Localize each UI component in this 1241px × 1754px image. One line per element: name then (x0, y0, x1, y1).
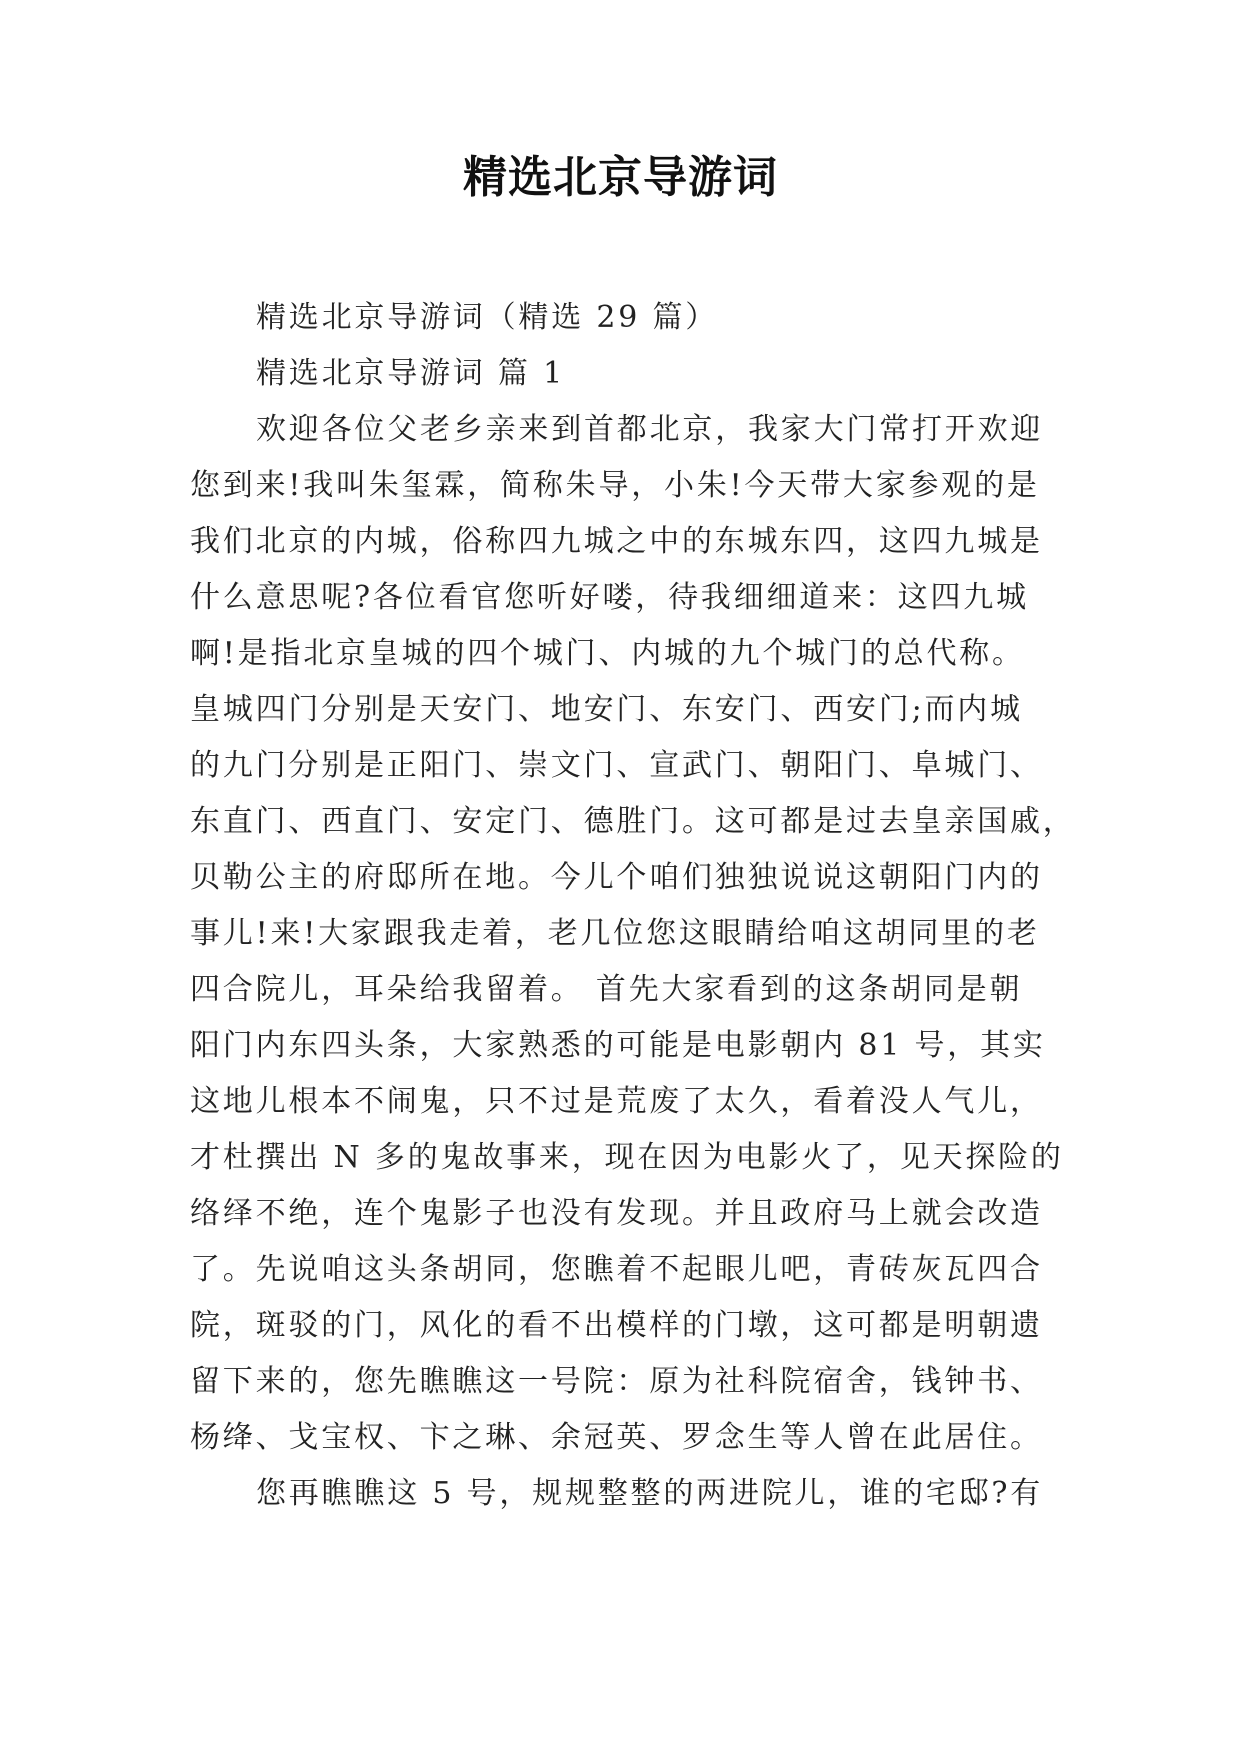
text-line: 啊!是指北京皇城的四个城门、内城的九个城门的总代称。 (190, 636, 1025, 671)
text-line: 东直门、西直门、安定门、德胜门。这可都是过去皇亲国戚， (190, 804, 1076, 839)
text-line: 欢迎各位父老乡亲来到首都北京，我家大门常打开欢迎 (256, 412, 1044, 447)
text-line: 留下来的，您先瞧瞧这一号院：原为社科院宿舍，钱钟书、 (190, 1364, 1043, 1399)
text-line: 什么意思呢?各位看官您听好喽，待我细细道来：这四九城 (190, 580, 1029, 615)
text-line: 院，斑驳的门，风化的看不出模样的门墩，这可都是明朝遗 (190, 1308, 1043, 1343)
text-line: 四合院儿，耳朵给我留着。 首先大家看到的这条胡同是朝 (190, 972, 1023, 1007)
text-line: 的九门分别是正阳门、崇文门、宣武门、朝阳门、阜城门、 (190, 748, 1043, 783)
document-body (190, 290, 1076, 1522)
text-line: 络绎不绝，连个鬼影子也没有发现。并且政府马上就会改造 (190, 1196, 1043, 1231)
text-line: 贝勒公主的府邸所在地。今儿个咱们独独说说这朝阳门内的 (190, 860, 1043, 895)
text-line: 您到来!我叫朱玺霖，简称朱导，小朱!今天带大家参观的是 (190, 468, 1040, 503)
text-line: 阳门内东四头条，大家熟悉的可能是电影朝内 81 号，其实 (190, 1028, 1046, 1063)
text-line: 精选北京导游词（精选 29 篇） (256, 300, 719, 335)
text-line: 这地儿根本不闹鬼，只不过是荒废了太久，看着没人气儿， (190, 1084, 1043, 1119)
text-line: 您再瞧瞧这 5 号，规规整整的两进院儿，谁的宅邸?有 (256, 1476, 1044, 1511)
document-title: 精选北京导游词 (463, 152, 778, 203)
text-line: 了。先说咱这头条胡同，您瞧着不起眼儿吧，青砖灰瓦四合 (190, 1252, 1043, 1287)
text-line: 杨绛、戈宝权、卞之琳、余冠英、罗念生等人曾在此居住。 (190, 1420, 1043, 1455)
text-line: 我们北京的内城，俗称四九城之中的东城东四，这四九城是 (190, 524, 1043, 559)
text-line: 精选北京导游词 篇 1 (256, 356, 565, 391)
text-line: 事儿!来!大家跟我走着，老几位您这眼睛给咱这胡同里的老 (190, 916, 1040, 951)
text-line: 才杜撰出 N 多的鬼故事来，现在因为电影火了，见天探险的 (190, 1140, 1064, 1175)
text-line: 皇城四门分别是天安门、地安门、东安门、西安门;而内城 (190, 692, 1023, 727)
